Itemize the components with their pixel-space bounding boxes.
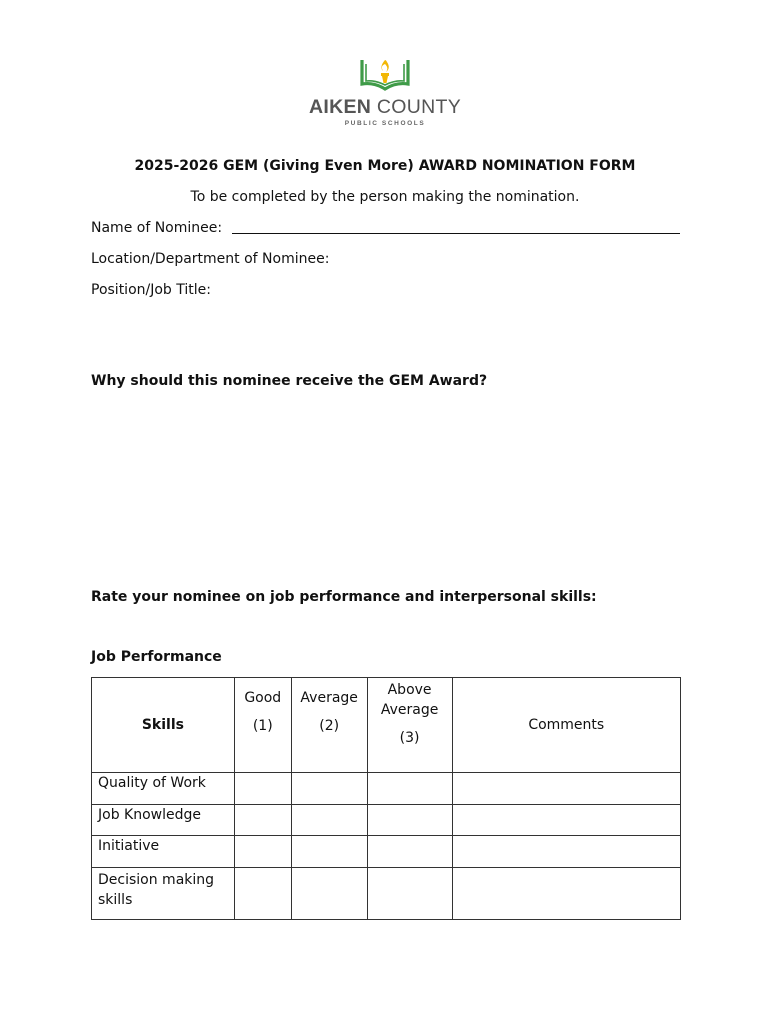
comment-cell[interactable] xyxy=(452,773,680,805)
district-logo xyxy=(300,56,470,130)
why-heading: Why should this nominee receive the GEM Award? xyxy=(91,373,488,389)
rating-cell[interactable] xyxy=(234,805,291,836)
header-above-average: Above Average (3) xyxy=(367,678,452,773)
rating-cell[interactable] xyxy=(234,836,291,868)
job-performance-table xyxy=(91,677,681,920)
header-good: Good (1) xyxy=(234,678,291,773)
rating-cell[interactable] xyxy=(234,773,291,805)
rating-cell[interactable] xyxy=(291,836,367,868)
row-label: Decision making skills xyxy=(92,868,235,920)
book-torch-icon xyxy=(358,56,412,94)
district-name: AIKEN COUNTY xyxy=(308,96,462,118)
header-skills: Skills xyxy=(92,678,235,773)
form-title: 2025-2026 GEM (Giving Even More) AWARD NOMINATION FORM xyxy=(134,158,636,174)
position-label: Position/Job Title: xyxy=(91,282,211,298)
rating-cell[interactable] xyxy=(234,868,291,920)
rating-cell[interactable] xyxy=(291,868,367,920)
rating-cell[interactable] xyxy=(291,805,367,836)
nominee-name-label: Name of Nominee: xyxy=(91,220,223,236)
nominee-name-line[interactable] xyxy=(232,233,680,234)
job-performance-heading: Job Performance xyxy=(91,649,222,665)
comment-cell[interactable] xyxy=(452,805,680,836)
rate-heading: Rate your nominee on job performance and interpersonal skills: xyxy=(91,589,597,605)
rating-cell[interactable] xyxy=(367,868,452,920)
rating-cell[interactable] xyxy=(367,836,452,868)
header-comments: Comments xyxy=(452,678,680,773)
location-label: Location/Department of Nominee: xyxy=(91,251,330,267)
header-average: Average (2) xyxy=(291,678,367,773)
comment-cell[interactable] xyxy=(452,868,680,920)
rating-cell[interactable] xyxy=(367,773,452,805)
comment-cell[interactable] xyxy=(452,836,680,868)
row-label: Job Knowledge xyxy=(92,805,235,836)
rating-cell[interactable] xyxy=(367,805,452,836)
district-subtitle: PUBLIC SCHOOLS xyxy=(344,120,426,127)
row-label: Quality of Work xyxy=(92,773,235,805)
rating-cell[interactable] xyxy=(291,773,367,805)
row-label: Initiative xyxy=(92,836,235,868)
form-subtitle: To be completed by the person making the nomination. xyxy=(190,189,580,205)
